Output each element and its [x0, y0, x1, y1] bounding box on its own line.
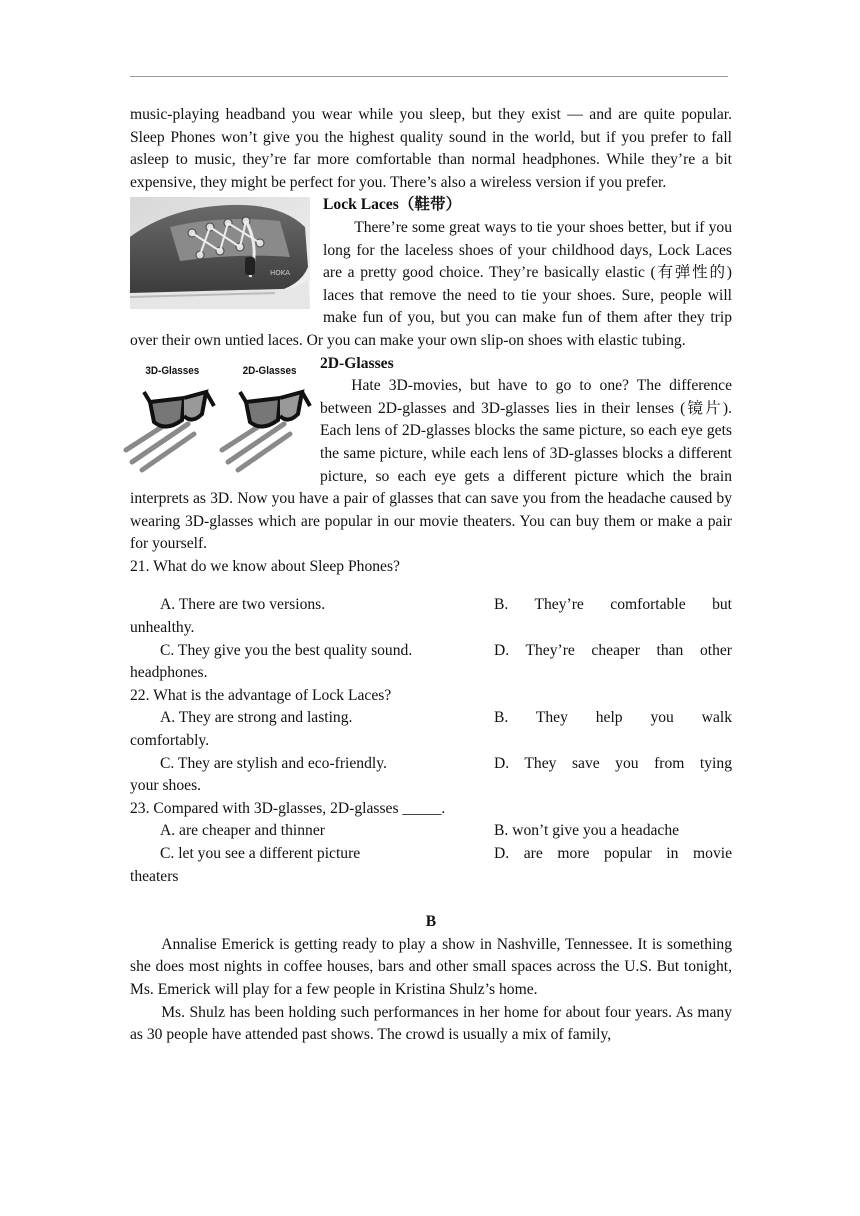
section-b-heading: B — [425, 913, 437, 931]
q22-option-d-wrap: your shoes. — [130, 777, 202, 795]
glasses-heading: 2D-Glasses — [320, 354, 394, 372]
svg-text:HOKA: HOKA — [270, 269, 291, 278]
q21-option-b-wrap: unhealthy. — [130, 619, 195, 637]
question-21-row-cd — [130, 640, 732, 663]
question-21-row-ab — [130, 594, 732, 617]
q22-option-b-wrap: comfortably. — [130, 732, 210, 750]
q23-option-b[interactable]: B. won’t give you a headache — [494, 822, 680, 840]
q21-option-c[interactable]: C. They give you the best quality sound. — [160, 641, 413, 659]
document-page — [130, 104, 732, 1047]
q21-option-b[interactable]: B. They’re comfortable but — [494, 596, 732, 614]
question-23-row-ab — [130, 820, 732, 843]
label-3d-glasses: 3D-Glasses — [145, 365, 200, 377]
q23-option-c[interactable]: C. let you see a different picture — [160, 845, 361, 862]
shoe-lock-laces-photo — [130, 197, 310, 309]
passage-b-paragraph-2: Ms. Shulz has been holding such performances in her home for about four years. As many as 30 people have attended past shows. The crowd is usually a mix of family, — [130, 1003, 732, 1044]
q22-option-d[interactable]: D. They save you from tying — [494, 754, 732, 772]
glasses-3d-2d-illustration — [122, 358, 314, 476]
glasses-paragraph: Hate 3D-movies, but have to go to one? The difference between 2D-glasses and 3D-glasses lies in their lenses (镜片). Each lens of 2D-glasses blocks the same picture, so each eye gets the same picture, while each lens of 3D-glasses blocks a different picture, so each eye gets a different picture which the brain interprets as 3D. Now you have a pair of glasses that can save you from the headache caused by wearing 3D-glasses which are popular in our movie theaters. You can buy them or make a pair for yourself. — [130, 377, 732, 553]
question-23-stem: 23. Compared with 3D-glasses, 2D-glasses _____. — [130, 799, 446, 817]
q21-option-d[interactable]: D. They’re cheaper than other — [494, 641, 732, 659]
q23-option-d-wrap: theaters — [130, 867, 179, 885]
q22-option-a[interactable]: A. They are strong and lasting. — [160, 709, 353, 727]
q22-option-c[interactable]: C. They are stylish and eco-friendly. — [160, 754, 387, 772]
question-22-row-cd — [130, 753, 732, 776]
glasses-3d-icon — [126, 392, 214, 470]
question-21-stem: 21. What do we know about Sleep Phones? — [130, 557, 400, 575]
q23-option-d[interactable]: D. are more popular in movie — [494, 845, 732, 862]
question-22-stem: 22. What is the advantage of Lock Laces? — [130, 686, 392, 704]
header-rule — [130, 76, 728, 77]
sleep-phones-paragraph: music-playing headband you wear while you sleep, but they exist — and are quite popular. Sleep Phones won’t give you the highest quality sound in the world, but if you prefer to fall asleep to music, they’re far more comfortable than normal headphones. While they’re a bit expensive, they might be perfect for you. There’s also a wireless version if you prefer. — [130, 106, 732, 191]
lock-laces-paragraph: There’re some great ways to tie your shoes better, but if you long for the laceless shoes of your childhood days, Lock Laces are a pretty good choice. They’re basically elastic (有弹性的) laces that remove the need to tie your shoes. Sure, people will make fun of you, but you can make fun of them after they trip over their own untied laces. Or you can make your own slip-on shoes with elastic tubing. — [130, 218, 732, 349]
q21-option-a[interactable]: A. There are two versions. — [160, 596, 326, 614]
q22-option-b[interactable]: B. They help you walk — [494, 709, 732, 727]
question-22-row-ab — [130, 707, 732, 730]
q21-option-d-wrap: headphones. — [130, 664, 208, 682]
label-2d-glasses: 2D-Glasses — [242, 365, 297, 377]
question-23-row-cd — [130, 843, 732, 866]
glasses-2d-icon — [222, 392, 310, 470]
q23-option-a[interactable]: A. are cheaper and thinner — [160, 822, 325, 840]
passage-b-paragraph-1: Annalise Emerick is getting ready to play a show in Nashville, Tennessee. It is something she does most nights in coffee houses, bars and other small spaces across the U.S. But tonight, Ms. Emerick will play for a few people in Kristina Shulz’s home. — [130, 935, 732, 998]
lock-laces-heading: Lock Laces（鞋带） — [323, 196, 462, 214]
